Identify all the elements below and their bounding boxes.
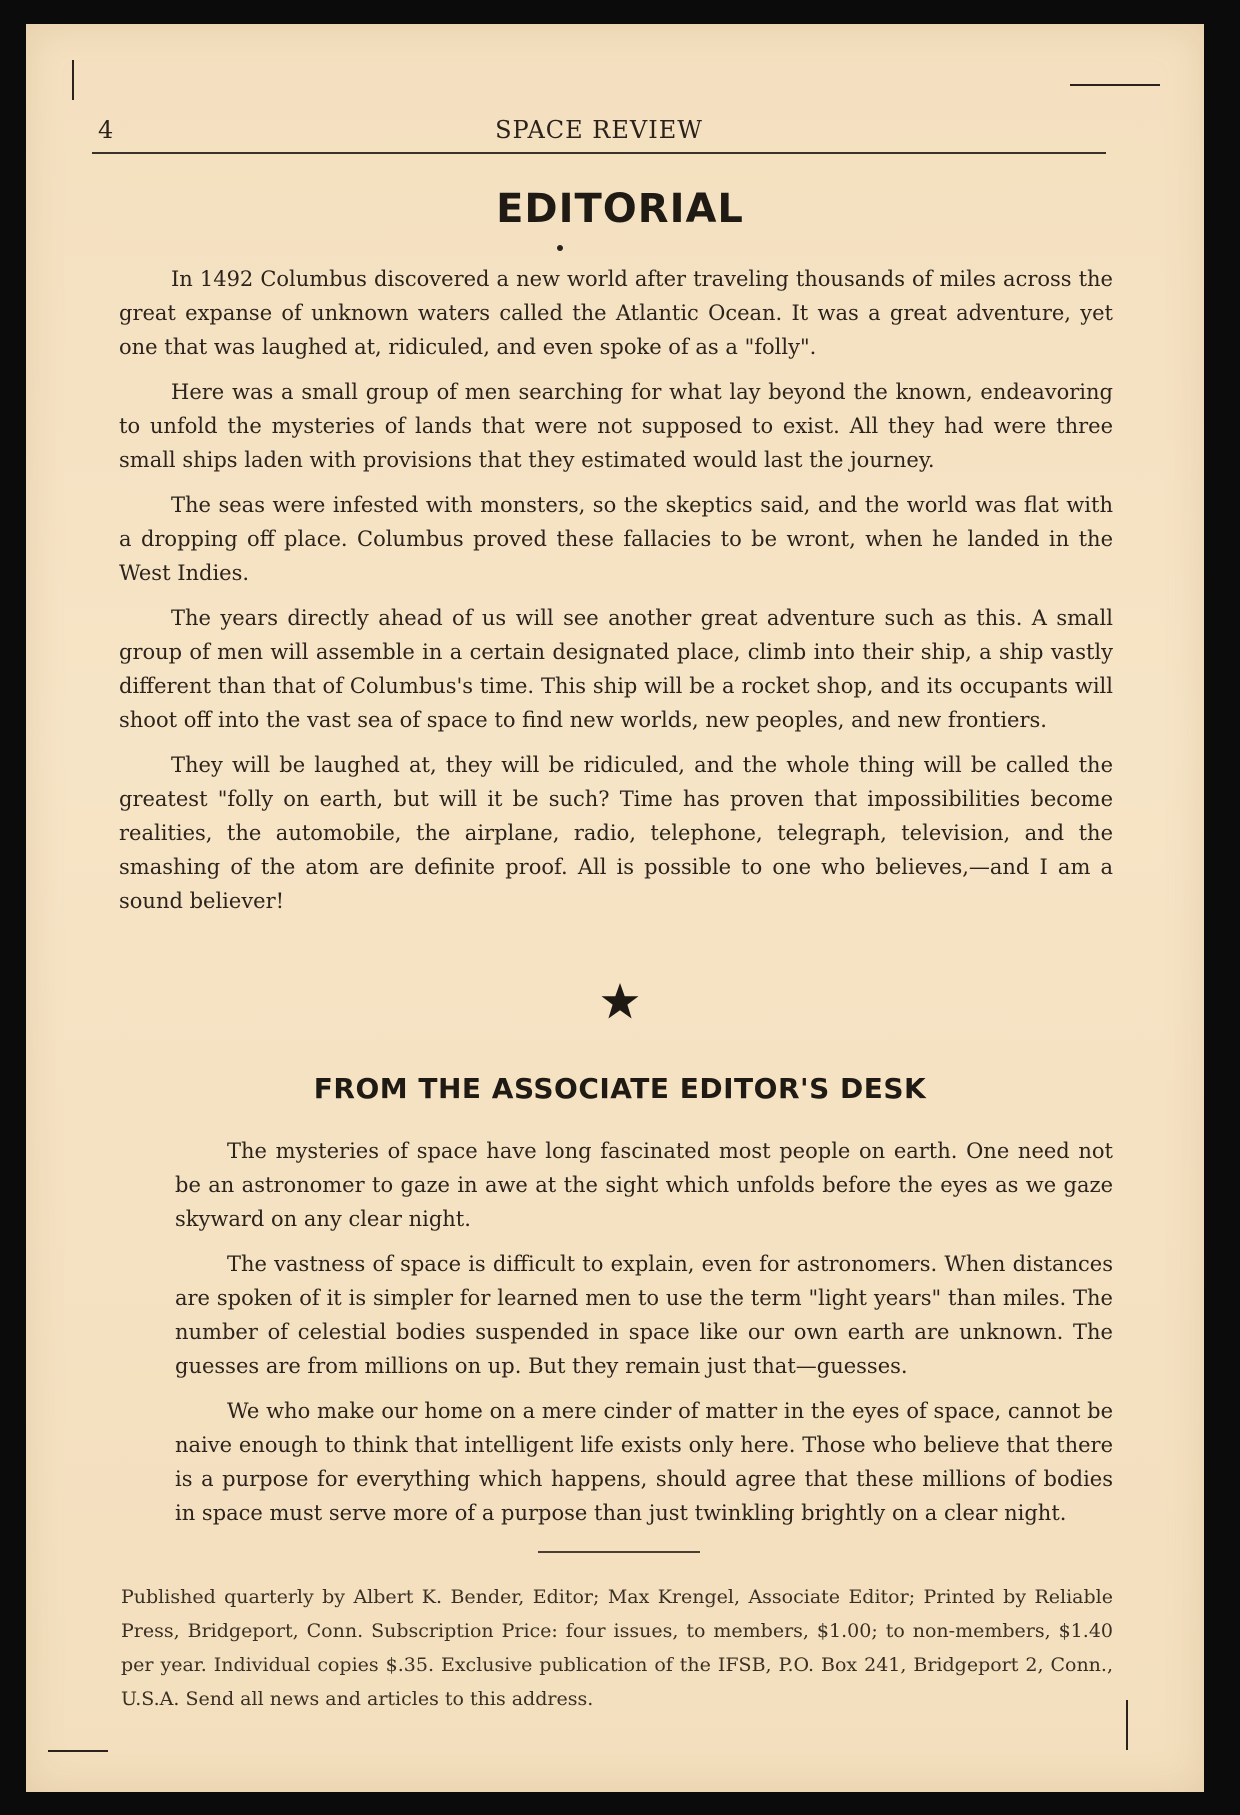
- editorial-paragraph: In 1492 Columbus discovered a new world after traveling thousands of miles across the great expanse of unknown waters called the Atlantic Ocean. It was a great adventure, yet one that was laughed at, ridiculed, and even spoke of as a "folly".: [119, 267, 1113, 359]
- associate-desk-body: [175, 1134, 1113, 1541]
- scan-artifact: [1126, 1700, 1128, 1750]
- desk-paragraph: The vastness of space is difficult to explain, even for astronomers. When distances are spoken of it is simpler for learned men to use the term "light years" than miles. The number of celestial bodies suspended in space like our own earth are unknown. The guesses are from millions on up. But they remain just that—guesses.: [175, 1252, 1113, 1378]
- editorial-paragraph: The seas were infested with monsters, so the skeptics said, and the world was flat with a dropping off place. Columbus proved these fallacies to be wront, when he landed in the West Indies.: [119, 493, 1113, 585]
- desk-paragraph: The mysteries of space have long fascinated most people on earth. One need not be an astronomer to gaze in awe at the sight which unfolds before the eyes as we gaze skyward on any clear night.: [175, 1139, 1113, 1231]
- page-header: [92, 112, 1106, 154]
- associate-desk-heading: FROM THE ASSOCIATE EDITOR'S DESK: [313, 1072, 927, 1105]
- scan-artifact: [48, 1750, 108, 1752]
- bullet-dot: [557, 245, 563, 251]
- editorial-paragraph: The years directly ahead of us will see another great adventure such as this. A small group of men will assemble in a certain designated place, climb into their ship, a ship vastly different than that of Columbus's time. This ship will be a rocket shop, and its occupants will shoot off into the vast sea of space to find new worlds, new peoples, and new frontiers.: [119, 606, 1113, 732]
- scan-artifact: [1070, 84, 1160, 86]
- editorial-paragraph: They will be laughed at, they will be ridiculed, and the whole thing will be called the greatest "folly on earth, but will it be such? Time has proven that impossibilities become realities, the automobile, the airplane, radio, telephone, telegraph, television, and the smashing of the atom are definite proof. All is possible to one who believes,—and I am a sound believer!: [119, 753, 1113, 913]
- star-icon: [600, 982, 640, 1022]
- editorial-body: [119, 262, 1113, 929]
- editorial-paragraph: Here was a small group of men searching for what lay beyond the known, endeavoring to unfold the mysteries of lands that were not supposed to exist. All they had were three small ships laden with provisions that they estimated would last the journey.: [119, 380, 1113, 472]
- editorial-heading: EDITORIAL: [496, 186, 744, 232]
- page-number: 4: [98, 116, 114, 144]
- publication-note: Published quarterly by Albert K. Bender, Editor; Max Krengel, Associate Editor; Printed by Reliable Press, Bridgeport, Conn. Subscription Price: four issues, to members, $1.00; to non-members, $1.40 per year. Individual copies $.35. Exclusive publication of the IFSB, P.O. Box 241, Bridgeport 2, Conn., U.S.A. Send all news and articles to this address.: [121, 1586, 1113, 1710]
- scan-artifact: [72, 60, 74, 100]
- running-head: SPACE REVIEW: [495, 116, 703, 144]
- desk-paragraph: We who make our home on a mere cinder of matter in the eyes of space, cannot be naive enough to think that intelligent life exists only here. Those who believe that there is a purpose for everything which happens, should agree that these millions of bodies in space must serve more of a purpose than just twinkling brightly on a clear night.: [175, 1399, 1113, 1525]
- section-divider: [538, 1551, 700, 1553]
